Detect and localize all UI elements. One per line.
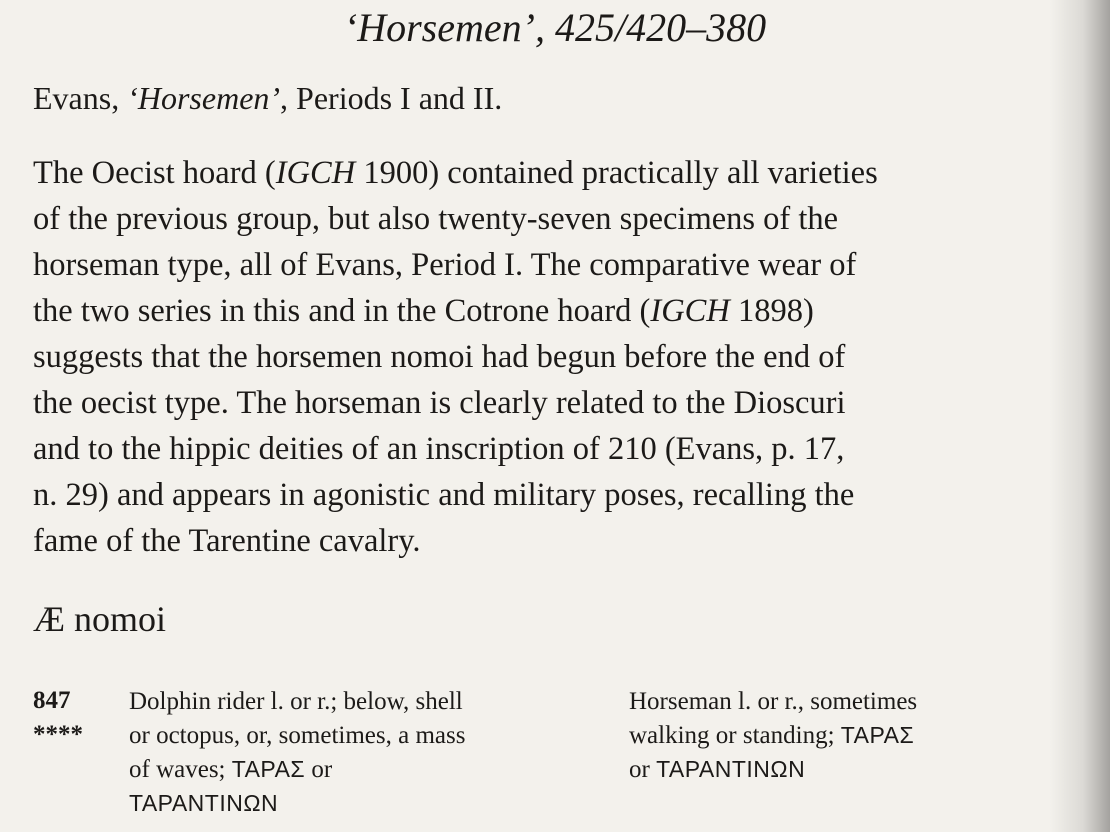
subtitle <box>33 80 502 117</box>
reverse-line: walking or standing; ΤΑΡΑΣ <box>629 722 915 749</box>
paragraph-line: The Oecist hoard (IGCH 1900) contained practically all varieties <box>33 155 878 191</box>
entry-number: 847 <box>33 687 71 714</box>
paragraph-line: horseman type, all of Evans, Period I. The comparative wear of <box>33 247 857 283</box>
subtitle-suffix: , Periods I and II. <box>280 80 503 116</box>
paragraph-line: the two series in this and in the Cotrone hoard (IGCH 1898) <box>33 293 814 329</box>
obverse-description <box>129 684 599 820</box>
paragraph-line: fame of the Tarentine cavalry. <box>33 523 421 559</box>
obverse-line: of waves; ΤΑΡΑΣ or <box>129 756 333 783</box>
entry-rarity: **** <box>33 721 83 748</box>
subtitle-prefix: Evans, <box>33 80 128 116</box>
reverse-line: or ΤΑΡΑΝΤΙΝΩΝ <box>629 756 806 783</box>
paragraph-line: suggests that the horsemen nomoi had begun before the end of <box>33 339 846 375</box>
obverse-line: Dolphin rider l. or r.; below, shell <box>129 688 463 715</box>
subtitle-italic: ‘Horsemen’ <box>127 80 281 116</box>
section-heading: Æ nomoi <box>33 599 167 639</box>
obverse-line: or octopus, or, sometimes, a mass <box>129 722 466 749</box>
page-title: ‘Horsemen’, 425/420–380 <box>343 5 767 50</box>
paragraph-line: the oecist type. The horseman is clearly related to the Dioscuri <box>33 385 846 421</box>
body-paragraph <box>33 150 1093 564</box>
obverse-line: ΤΑΡΑΝΤΙΝΩΝ <box>129 790 279 816</box>
entry-number-block <box>33 684 123 752</box>
paragraph-line: n. 29) and appears in agonistic and military poses, recalling the <box>33 477 855 513</box>
paragraph-line: and to the hippic deities of an inscription of 210 (Evans, p. 17, <box>33 431 845 467</box>
reverse-line: Horseman l. or r., sometimes <box>629 688 918 715</box>
reverse-description <box>629 684 1049 786</box>
paragraph-line: of the previous group, but also twenty-seven specimens of the <box>33 201 839 237</box>
